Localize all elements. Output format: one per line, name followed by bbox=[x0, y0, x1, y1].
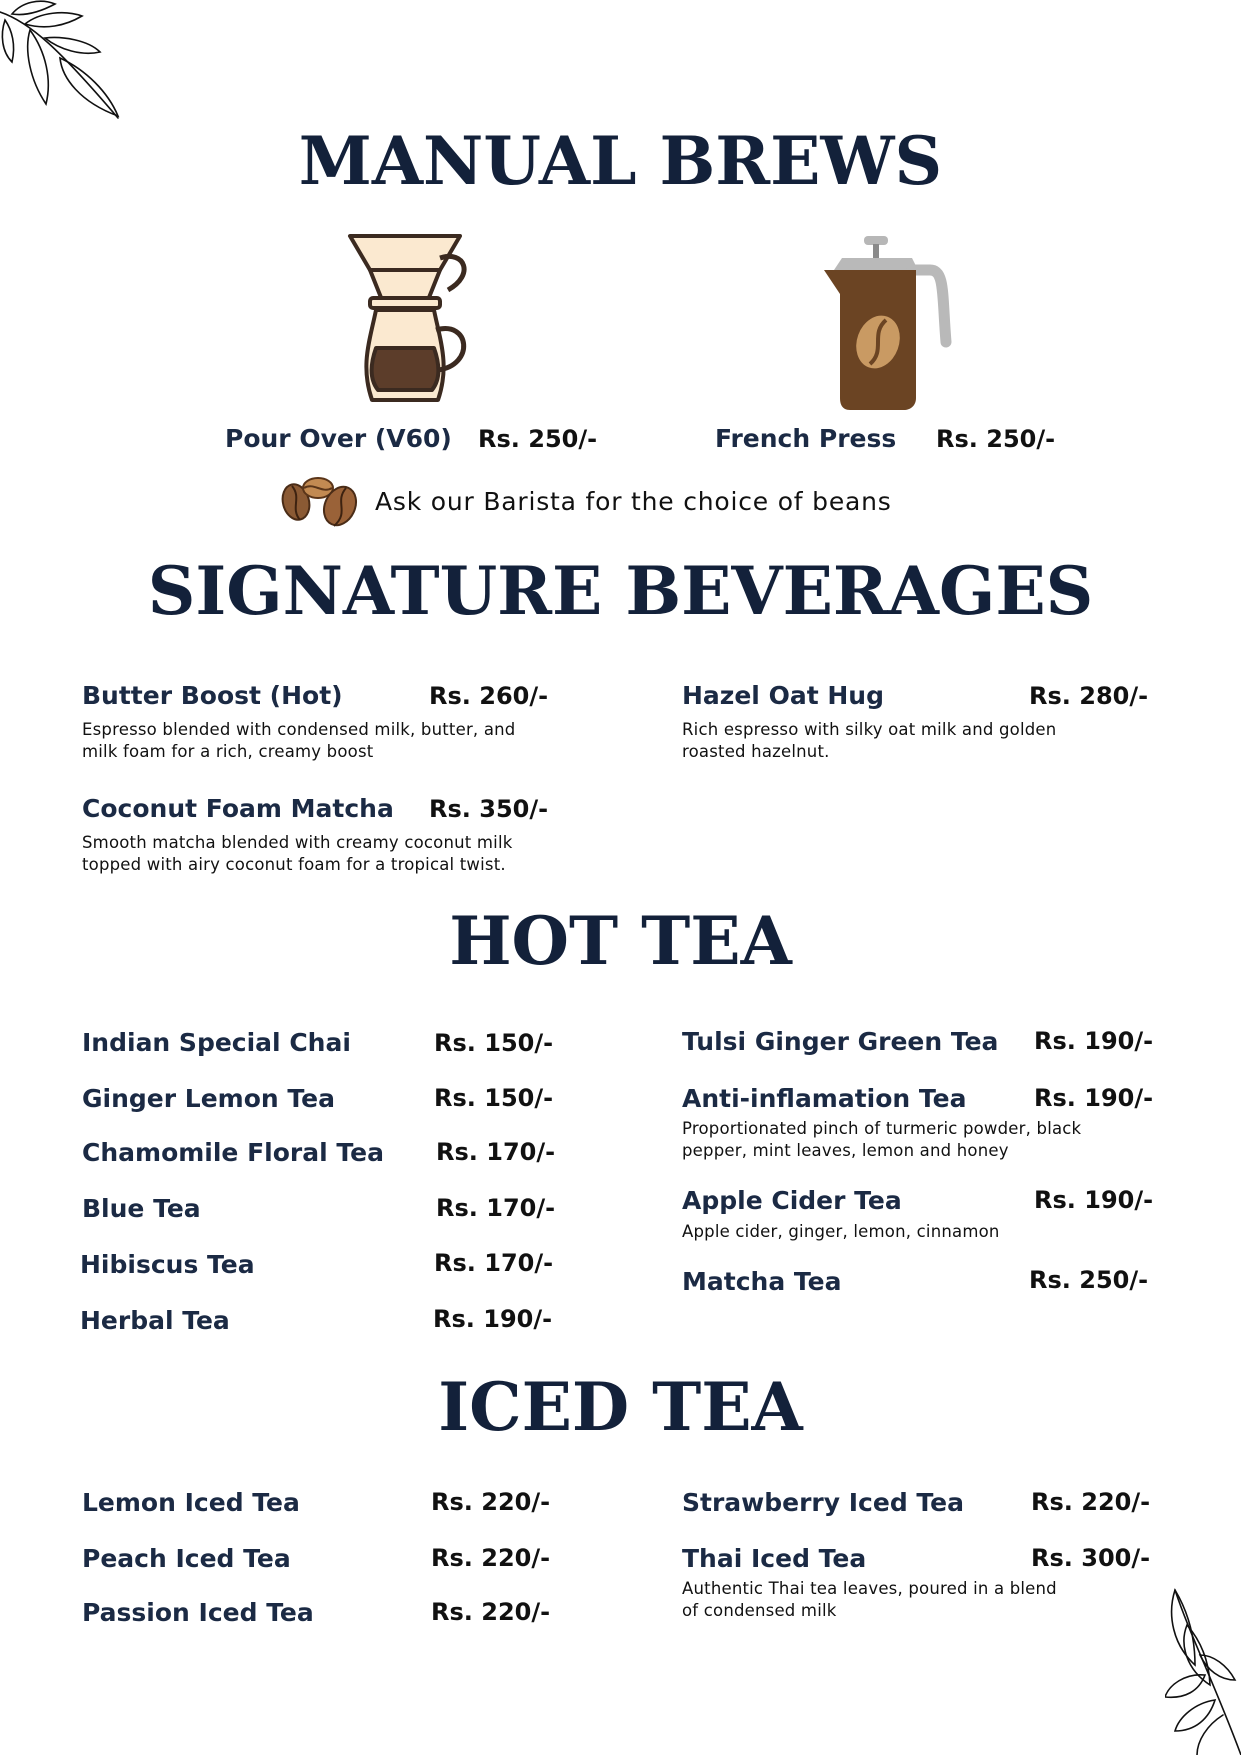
menu-item-anti-inflamation-tea-price: Rs. 190/- bbox=[1034, 1084, 1154, 1112]
menu-item-passion-iced-tea-name: Passion Iced Tea bbox=[82, 1598, 314, 1627]
menu-item-indian-special-chai-price: Rs. 150/- bbox=[434, 1029, 554, 1057]
menu-item-tulsi-ginger-green-tea-name: Tulsi Ginger Green Tea bbox=[682, 1027, 999, 1056]
pour-over-icon bbox=[340, 230, 490, 410]
coffee-beans-icon bbox=[278, 476, 362, 532]
menu-item-apple-cider-tea-desc: Apple cider, ginger, lemon, cinnamon bbox=[682, 1222, 1000, 1241]
menu-item-indian-special-chai-name: Indian Special Chai bbox=[82, 1028, 351, 1057]
menu-item-hazel-oat-hug-price: Rs. 280/- bbox=[1029, 682, 1149, 710]
menu-item-thai-iced-tea-name: Thai Iced Tea bbox=[682, 1544, 867, 1573]
menu-item-strawberry-iced-tea-name: Strawberry Iced Tea bbox=[682, 1488, 964, 1517]
menu-item-passion-iced-tea-price: Rs. 220/- bbox=[431, 1598, 551, 1626]
menu-item-matcha-tea-price: Rs. 250/- bbox=[1029, 1266, 1149, 1294]
menu-item-coconut-foam-matcha-price: Rs. 350/- bbox=[429, 795, 549, 823]
menu-item-peach-iced-tea-price: Rs. 220/- bbox=[431, 1544, 551, 1572]
menu-item-blue-tea-name: Blue Tea bbox=[82, 1194, 201, 1223]
menu-item-butter-boost-desc: Espresso blended with condensed milk, butter, and milk foam for a rich, creamy boost bbox=[82, 720, 516, 761]
french-press-name: French Press bbox=[715, 424, 897, 453]
barista-note: Ask our Barista for the choice of beans bbox=[375, 487, 892, 516]
menu-item-coconut-foam-matcha-name: Coconut Foam Matcha bbox=[82, 794, 394, 823]
menu-item-anti-inflamation-tea-name: Anti-inflamation Tea bbox=[682, 1084, 967, 1113]
leaf-branch-bottom-right-icon bbox=[1165, 1585, 1241, 1755]
manual-brews-heading: MANUAL BREWS bbox=[298, 122, 943, 200]
iced-tea-heading: ICED TEA bbox=[438, 1368, 803, 1446]
menu-item-peach-iced-tea-name: Peach Iced Tea bbox=[82, 1544, 291, 1573]
menu-item-thai-iced-tea-desc: Authentic Thai tea leaves, poured in a blend of condensed milk bbox=[682, 1579, 1057, 1620]
menu-item-ginger-lemon-tea-price: Rs. 150/- bbox=[434, 1084, 554, 1112]
menu-item-strawberry-iced-tea-price: Rs. 220/- bbox=[1031, 1488, 1151, 1516]
menu-item-lemon-iced-tea-name: Lemon Iced Tea bbox=[82, 1488, 300, 1517]
menu-item-apple-cider-tea-name: Apple Cider Tea bbox=[682, 1186, 902, 1215]
menu-item-apple-cider-tea-price: Rs. 190/- bbox=[1034, 1186, 1154, 1214]
leaf-branch-top-left-icon bbox=[0, 0, 125, 125]
hot-tea-heading: HOT TEA bbox=[449, 902, 792, 980]
menu-item-chamomile-floral-tea-price: Rs. 170/- bbox=[436, 1138, 556, 1166]
menu-item-blue-tea-price: Rs. 170/- bbox=[436, 1194, 556, 1222]
menu-item-butter-boost-name: Butter Boost (Hot) bbox=[82, 681, 343, 710]
menu-item-anti-inflamation-tea-desc: Proportionated pinch of turmeric powder, black pepper, mint leaves, lemon and honey bbox=[682, 1119, 1082, 1160]
menu-item-hibiscus-tea-price: Rs. 170/- bbox=[434, 1249, 554, 1277]
menu-item-hibiscus-tea-name: Hibiscus Tea bbox=[80, 1250, 255, 1279]
signature-beverages-heading: SIGNATURE BEVERAGES bbox=[147, 552, 1094, 630]
menu-item-butter-boost-price: Rs. 260/- bbox=[429, 682, 549, 710]
menu-item-tulsi-ginger-green-tea-price: Rs. 190/- bbox=[1034, 1027, 1154, 1055]
french-press-icon bbox=[820, 234, 965, 410]
menu-item-coconut-foam-matcha-desc: Smooth matcha blended with creamy coconut milk topped with airy coconut foam for a tropical twist. bbox=[82, 833, 513, 874]
french-press-price: Rs. 250/- bbox=[936, 425, 1056, 453]
menu-item-herbal-tea-price: Rs. 190/- bbox=[433, 1305, 553, 1333]
pour-over-name: Pour Over (V60) bbox=[225, 424, 452, 453]
menu-item-lemon-iced-tea-price: Rs. 220/- bbox=[431, 1488, 551, 1516]
menu-item-chamomile-floral-tea-name: Chamomile Floral Tea bbox=[82, 1138, 384, 1167]
menu-item-hazel-oat-hug-name: Hazel Oat Hug bbox=[682, 681, 884, 710]
menu-item-matcha-tea-name: Matcha Tea bbox=[682, 1267, 842, 1296]
pour-over-price: Rs. 250/- bbox=[478, 425, 598, 453]
menu-item-thai-iced-tea-price: Rs. 300/- bbox=[1031, 1544, 1151, 1572]
menu-item-herbal-tea-name: Herbal Tea bbox=[80, 1306, 230, 1335]
menu-item-hazel-oat-hug-desc: Rich espresso with silky oat milk and golden roasted hazelnut. bbox=[682, 720, 1057, 761]
menu-item-ginger-lemon-tea-name: Ginger Lemon Tea bbox=[82, 1084, 335, 1113]
